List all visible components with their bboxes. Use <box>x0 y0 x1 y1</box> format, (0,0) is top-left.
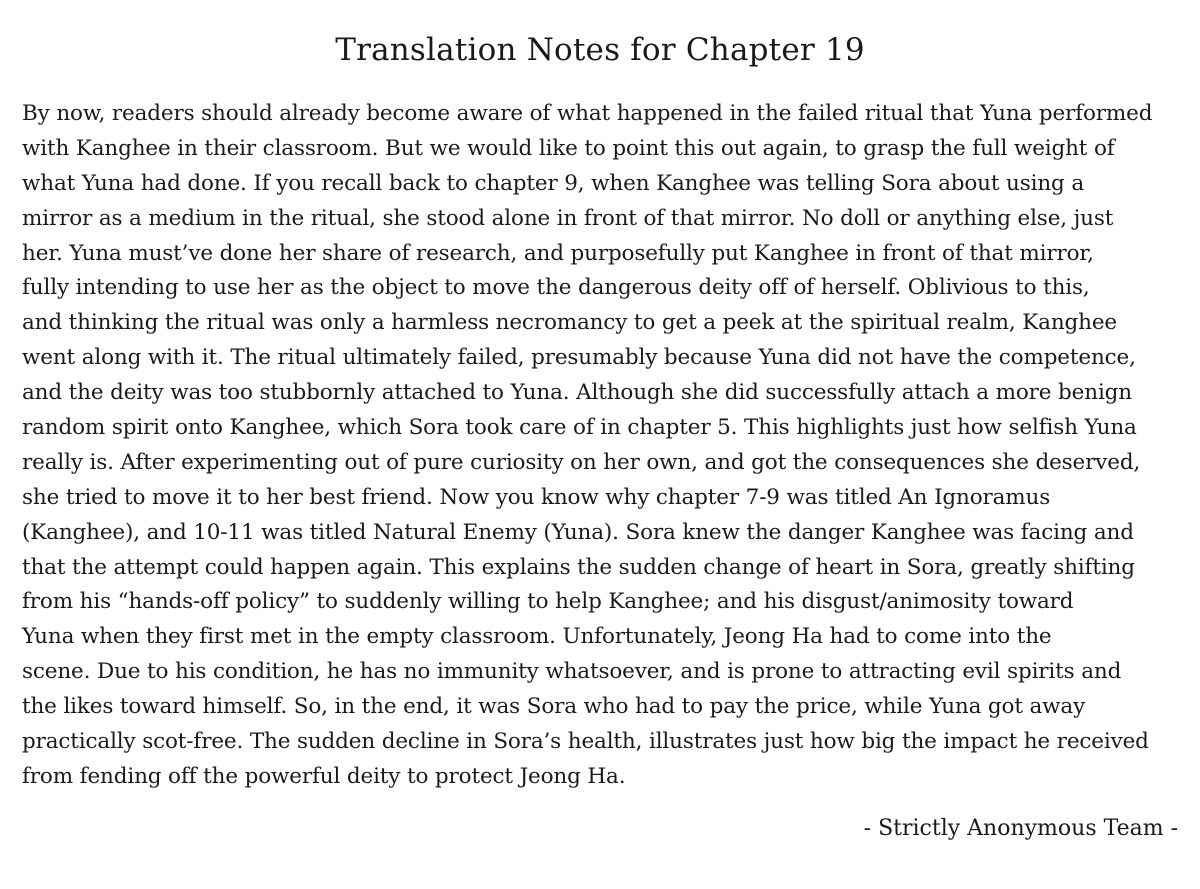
body-line: (Kanghee), and 10-11 was titled Natural Enemy (Yuna). Sora knew the danger Kanghee was facing and <box>22 519 1134 545</box>
body-line: random spirit onto Kanghee, which Sora took care of in chapter 5. This highlights just how selfish Yuna <box>22 415 1137 441</box>
body-line: her. Yuna must’ve done her share of research, and purposefully put Kanghee in front of that mirror, <box>22 240 1094 266</box>
notes-body <box>22 97 1180 795</box>
body-line: from his “hands-off policy” to suddenly willing to help Kanghee; and his disgust/animosity toward <box>22 589 1074 615</box>
body-line: and the deity was too stubbornly attached to Yuna. Although she did successfully attach a more benign <box>22 380 1132 406</box>
body-line: went along with it. The ritual ultimately failed, presumably because Yuna did not have the competence, <box>22 345 1136 371</box>
body-line: mirror as a medium in the ritual, she stood alone in front of that mirror. No doll or anything else, just <box>22 205 1114 231</box>
body-line: with Kanghee in their classroom. But we would like to point this out again, to grasp the full weight of <box>22 135 1115 161</box>
body-line: practically scot-free. The sudden decline in Sora’s health, illustrates just how big the impact he received <box>22 729 1149 755</box>
body-line: fully intending to use her as the object to move the dangerous deity off of herself. Oblivious to this, <box>22 275 1090 301</box>
body-line: By now, readers should already become aware of what happened in the failed ritual that Yuna performed <box>22 101 1153 126</box>
team-signature: - Strictly Anonymous Team - <box>863 816 1178 841</box>
body-line: what Yuna had done. If you recall back to chapter 9, when Kanghee was telling Sora about using a <box>22 170 1084 196</box>
body-line: the likes toward himself. So, in the end, it was Sora who had to pay the price, while Yuna got away <box>22 694 1086 720</box>
body-line: scene. Due to his condition, he has no immunity whatsoever, and is prone to attracting evil spirits and <box>22 659 1122 685</box>
page-title: Translation Notes for Chapter 19 <box>335 32 865 68</box>
body-line: really is. After experimenting out of pure curiosity on her own, and got the consequences she deserved, <box>22 449 1141 475</box>
body-line: Yuna when they first met in the empty classroom. Unfortunately, Jeong Ha had to come into the <box>22 624 1052 650</box>
body-line: she tried to move it to her best friend. Now you know why chapter 7-9 was titled An Ignoramus <box>22 484 1051 510</box>
body-line: that the attempt could happen again. This explains the sudden change of heart in Sora, greatly shifting <box>22 554 1135 580</box>
body-line: from fending off the powerful deity to protect Jeong Ha. <box>22 763 626 789</box>
body-line: and thinking the ritual was only a harmless necromancy to get a peek at the spiritual realm, Kanghee <box>22 310 1117 336</box>
